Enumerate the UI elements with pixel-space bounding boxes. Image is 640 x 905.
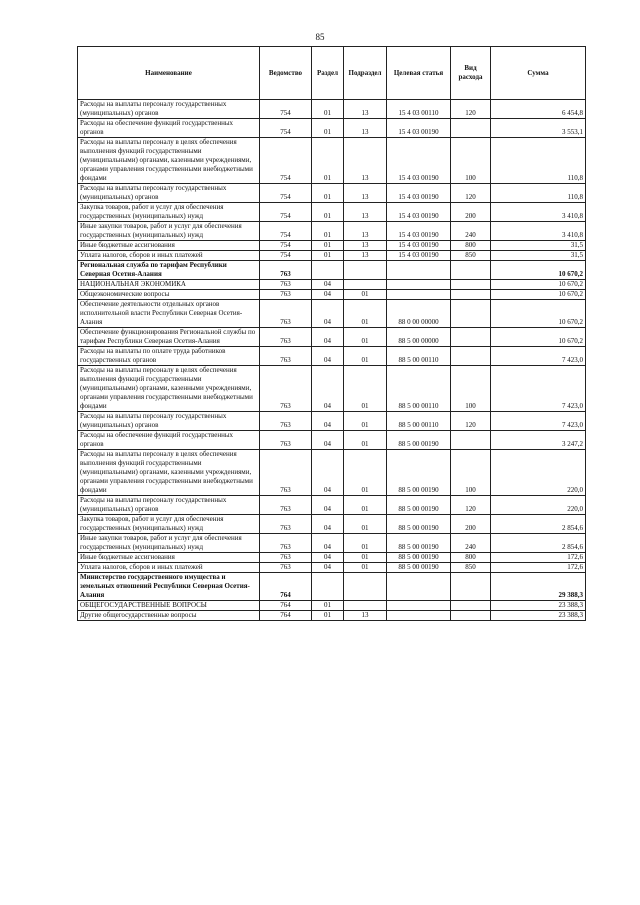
row-summa: 2 854,6 xyxy=(491,534,586,553)
row-statya: 88 5 00 00110 xyxy=(387,347,451,366)
row-name: Региональная служба по тарифам Республики Северная Осетия-Алания xyxy=(78,261,260,280)
row-vid xyxy=(451,119,491,138)
table-row xyxy=(78,515,586,534)
row-vid: 850 xyxy=(451,563,491,573)
row-summa: 7 423,0 xyxy=(491,412,586,431)
table-row xyxy=(78,347,586,366)
row-podrazdel: 13 xyxy=(344,138,387,184)
row-podrazdel: 13 xyxy=(344,184,387,203)
row-name: Расходы на выплаты персоналу в целях обеспечения выполнения функций государственными (муниципальными) органами, казенными учреждениями, органами управления государственными внебюджетными фондами xyxy=(78,366,260,412)
row-name: Расходы на обеспечение функций государственных органов xyxy=(78,119,260,138)
row-vid: 120 xyxy=(451,184,491,203)
header-name: Наименование xyxy=(78,47,260,100)
row-name: Расходы на выплаты персоналу государственных (муниципальных) органов xyxy=(78,412,260,431)
table-row xyxy=(78,300,586,328)
row-summa: 3 247,2 xyxy=(491,431,586,450)
row-vedomstvo: 763 xyxy=(260,563,312,573)
row-statya: 15 4 03 00190 xyxy=(387,251,451,261)
header-statya: Целевая статья xyxy=(387,47,451,100)
row-statya xyxy=(387,573,451,601)
row-razdel xyxy=(312,261,344,280)
row-vid: 120 xyxy=(451,412,491,431)
row-razdel: 04 xyxy=(312,450,344,496)
table-row xyxy=(78,328,586,347)
row-name: Уплата налогов, сборов и иных платежей xyxy=(78,251,260,261)
row-vedomstvo: 763 xyxy=(260,300,312,328)
row-razdel: 04 xyxy=(312,563,344,573)
row-summa: 7 423,0 xyxy=(491,347,586,366)
row-podrazdel: 01 xyxy=(344,450,387,496)
row-razdel xyxy=(312,573,344,601)
table-row xyxy=(78,251,586,261)
row-vedomstvo: 754 xyxy=(260,100,312,119)
row-vedomstvo: 763 xyxy=(260,328,312,347)
row-razdel: 01 xyxy=(312,611,344,621)
row-summa: 110,8 xyxy=(491,138,586,184)
row-name: Расходы на выплаты персоналу государственных (муниципальных) органов xyxy=(78,100,260,119)
row-statya: 15 4 03 00110 xyxy=(387,100,451,119)
row-statya: 88 5 00 00000 xyxy=(387,328,451,347)
row-vedomstvo: 754 xyxy=(260,222,312,241)
row-podrazdel xyxy=(344,573,387,601)
row-summa: 7 423,0 xyxy=(491,366,586,412)
row-razdel: 04 xyxy=(312,300,344,328)
table-row xyxy=(78,290,586,300)
row-summa: 31,5 xyxy=(491,251,586,261)
row-vedomstvo: 763 xyxy=(260,553,312,563)
row-statya: 15 4 03 00190 xyxy=(387,138,451,184)
row-podrazdel: 01 xyxy=(344,431,387,450)
row-name: Иные закупки товаров, работ и услуг для обеспечения государственных (муниципальных) нужд xyxy=(78,222,260,241)
row-razdel: 04 xyxy=(312,366,344,412)
row-vedomstvo: 754 xyxy=(260,184,312,203)
row-name: Иные закупки товаров, работ и услуг для обеспечения государственных (муниципальных) нужд xyxy=(78,534,260,553)
row-podrazdel xyxy=(344,280,387,290)
table-row xyxy=(78,366,586,412)
table-row xyxy=(78,553,586,563)
row-statya: 15 4 03 00190 xyxy=(387,119,451,138)
header-vid: Вид расхода xyxy=(451,47,491,100)
row-razdel: 04 xyxy=(312,347,344,366)
row-vid xyxy=(451,290,491,300)
row-vid xyxy=(451,328,491,347)
row-name: Уплата налогов, сборов и иных платежей xyxy=(78,563,260,573)
budget-table xyxy=(77,46,586,621)
row-statya: 88 5 00 00190 xyxy=(387,515,451,534)
row-vid xyxy=(451,431,491,450)
table-row xyxy=(78,412,586,431)
table-row xyxy=(78,601,586,611)
row-vedomstvo: 763 xyxy=(260,347,312,366)
row-podrazdel: 13 xyxy=(344,222,387,241)
row-statya: 88 5 00 00190 xyxy=(387,553,451,563)
row-razdel: 04 xyxy=(312,534,344,553)
row-name: Расходы на выплаты по оплате труда работников государственных органов xyxy=(78,347,260,366)
row-razdel: 04 xyxy=(312,328,344,347)
row-razdel: 01 xyxy=(312,241,344,251)
row-summa: 172,6 xyxy=(491,563,586,573)
row-razdel: 01 xyxy=(312,138,344,184)
table-row xyxy=(78,203,586,222)
row-summa: 31,5 xyxy=(491,241,586,251)
row-vid: 800 xyxy=(451,241,491,251)
row-razdel: 01 xyxy=(312,100,344,119)
row-statya: 88 5 00 00110 xyxy=(387,412,451,431)
row-statya: 88 5 00 00190 xyxy=(387,431,451,450)
table-row xyxy=(78,450,586,496)
row-statya xyxy=(387,280,451,290)
table-body xyxy=(78,100,586,621)
row-podrazdel: 01 xyxy=(344,300,387,328)
row-razdel: 04 xyxy=(312,515,344,534)
row-vid: 240 xyxy=(451,222,491,241)
row-summa: 10 670,2 xyxy=(491,300,586,328)
row-vedomstvo: 763 xyxy=(260,515,312,534)
row-vedomstvo: 763 xyxy=(260,366,312,412)
row-name: Расходы на выплаты персоналу государственных (муниципальных) органов xyxy=(78,184,260,203)
row-vid: 100 xyxy=(451,366,491,412)
row-name: Общеэкономические вопросы xyxy=(78,290,260,300)
page-number: 85 xyxy=(315,32,325,42)
table-row xyxy=(78,563,586,573)
row-summa: 23 388,3 xyxy=(491,611,586,621)
table-header-row xyxy=(78,47,586,100)
row-podrazdel: 13 xyxy=(344,241,387,251)
row-statya: 15 4 03 00190 xyxy=(387,203,451,222)
row-podrazdel: 13 xyxy=(344,203,387,222)
row-vid xyxy=(451,261,491,280)
row-vid xyxy=(451,280,491,290)
row-vid: 800 xyxy=(451,553,491,563)
row-summa: 10 670,2 xyxy=(491,280,586,290)
row-vid xyxy=(451,601,491,611)
row-statya: 88 5 00 00190 xyxy=(387,450,451,496)
row-vedomstvo: 754 xyxy=(260,241,312,251)
row-razdel: 01 xyxy=(312,222,344,241)
row-statya: 88 0 00 00000 xyxy=(387,300,451,328)
row-summa: 10 670,2 xyxy=(491,290,586,300)
row-statya: 15 4 03 00190 xyxy=(387,241,451,251)
table-row xyxy=(78,573,586,601)
row-vedomstvo: 763 xyxy=(260,431,312,450)
table-row xyxy=(78,241,586,251)
row-razdel: 04 xyxy=(312,431,344,450)
row-podrazdel: 01 xyxy=(344,496,387,515)
row-podrazdel: 01 xyxy=(344,515,387,534)
row-name: Иные бюджетные ассигнования xyxy=(78,241,260,251)
row-name: Расходы на обеспечение функций государственных органов xyxy=(78,431,260,450)
row-statya xyxy=(387,601,451,611)
row-name: Обеспечение деятельности отдельных органов исполнительной власти Республики Северная Осетия-Алания xyxy=(78,300,260,328)
row-statya: 15 4 03 00190 xyxy=(387,222,451,241)
table-row xyxy=(78,611,586,621)
header-vedomstvo: Ведомство xyxy=(260,47,312,100)
row-podrazdel: 01 xyxy=(344,563,387,573)
row-statya: 88 5 00 00190 xyxy=(387,534,451,553)
row-name: Другие общегосударственные вопросы xyxy=(78,611,260,621)
row-vedomstvo: 764 xyxy=(260,611,312,621)
row-statya xyxy=(387,261,451,280)
row-razdel: 01 xyxy=(312,203,344,222)
row-statya: 15 4 03 00190 xyxy=(387,184,451,203)
table-row xyxy=(78,534,586,553)
row-vedomstvo: 763 xyxy=(260,496,312,515)
row-razdel: 04 xyxy=(312,553,344,563)
row-vedomstvo: 754 xyxy=(260,119,312,138)
row-podrazdel: 01 xyxy=(344,328,387,347)
row-razdel: 04 xyxy=(312,412,344,431)
row-razdel: 01 xyxy=(312,601,344,611)
table-row xyxy=(78,431,586,450)
row-summa: 29 388,3 xyxy=(491,573,586,601)
row-vid: 200 xyxy=(451,203,491,222)
row-razdel: 01 xyxy=(312,184,344,203)
header-podrazdel: Подраздел xyxy=(344,47,387,100)
row-podrazdel xyxy=(344,601,387,611)
row-podrazdel: 01 xyxy=(344,553,387,563)
row-name: Закупка товаров, работ и услуг для обеспечения государственных (муниципальных) нужд xyxy=(78,203,260,222)
row-razdel: 01 xyxy=(312,119,344,138)
row-vid xyxy=(451,300,491,328)
row-podrazdel: 13 xyxy=(344,251,387,261)
row-vid xyxy=(451,611,491,621)
row-vedomstvo: 763 xyxy=(260,412,312,431)
row-podrazdel: 13 xyxy=(344,611,387,621)
row-vedomstvo: 754 xyxy=(260,138,312,184)
row-vid xyxy=(451,573,491,601)
row-podrazdel: 01 xyxy=(344,412,387,431)
row-summa: 3 553,1 xyxy=(491,119,586,138)
row-name: Расходы на выплаты персоналу в целях обеспечения выполнения функций государственными (муниципальными) органами, казенными учреждениями, органами управления государственными внебюджетными фондами xyxy=(78,450,260,496)
row-vid: 200 xyxy=(451,515,491,534)
row-vid: 240 xyxy=(451,534,491,553)
row-summa: 2 854,6 xyxy=(491,515,586,534)
row-vedomstvo: 763 xyxy=(260,261,312,280)
row-statya xyxy=(387,290,451,300)
row-name: Расходы на выплаты персоналу государственных (муниципальных) органов xyxy=(78,496,260,515)
table-row xyxy=(78,261,586,280)
row-podrazdel: 01 xyxy=(344,366,387,412)
header-summa: Сумма xyxy=(491,47,586,100)
row-name: ОБЩЕГОСУДАРСТВЕННЫЕ ВОПРОСЫ xyxy=(78,601,260,611)
row-summa: 10 670,2 xyxy=(491,261,586,280)
row-razdel: 01 xyxy=(312,251,344,261)
row-summa: 3 410,8 xyxy=(491,222,586,241)
row-vid: 120 xyxy=(451,100,491,119)
table-row xyxy=(78,222,586,241)
row-podrazdel: 01 xyxy=(344,347,387,366)
row-statya xyxy=(387,611,451,621)
row-vid xyxy=(451,347,491,366)
row-razdel: 04 xyxy=(312,280,344,290)
row-podrazdel: 13 xyxy=(344,100,387,119)
row-podrazdel: 13 xyxy=(344,119,387,138)
row-vedomstvo: 763 xyxy=(260,280,312,290)
row-vedomstvo: 754 xyxy=(260,203,312,222)
row-podrazdel: 01 xyxy=(344,290,387,300)
table-row xyxy=(78,184,586,203)
row-name: Обеспечение функционирования Региональной службы по тарифам Республики Северная Осетия-Алания xyxy=(78,328,260,347)
row-vedomstvo: 763 xyxy=(260,450,312,496)
table-row xyxy=(78,138,586,184)
row-vid: 850 xyxy=(451,251,491,261)
row-vid: 120 xyxy=(451,496,491,515)
table-row xyxy=(78,119,586,138)
header-razdel: Раздел xyxy=(312,47,344,100)
row-razdel: 04 xyxy=(312,496,344,515)
row-podrazdel: 01 xyxy=(344,534,387,553)
row-summa: 110,8 xyxy=(491,184,586,203)
row-summa: 3 410,8 xyxy=(491,203,586,222)
row-name: Министерство государственного имущества и земельных отношений Республики Северная Осетия-Алания xyxy=(78,573,260,601)
row-vedomstvo: 764 xyxy=(260,573,312,601)
row-vid: 100 xyxy=(451,138,491,184)
row-summa: 6 454,8 xyxy=(491,100,586,119)
row-vid: 100 xyxy=(451,450,491,496)
row-summa: 172,6 xyxy=(491,553,586,563)
table-row xyxy=(78,496,586,515)
table-row xyxy=(78,100,586,119)
row-name: Иные бюджетные ассигнования xyxy=(78,553,260,563)
row-podrazdel xyxy=(344,261,387,280)
row-vedomstvo: 763 xyxy=(260,534,312,553)
row-statya: 88 5 00 00190 xyxy=(387,563,451,573)
row-summa: 10 670,2 xyxy=(491,328,586,347)
row-statya: 88 5 00 00110 xyxy=(387,366,451,412)
row-razdel: 04 xyxy=(312,290,344,300)
row-summa: 220,0 xyxy=(491,450,586,496)
row-vedomstvo: 764 xyxy=(260,601,312,611)
row-vedomstvo: 754 xyxy=(260,251,312,261)
row-name: НАЦИОНАЛЬНАЯ ЭКОНОМИКА xyxy=(78,280,260,290)
row-summa: 220,0 xyxy=(491,496,586,515)
row-summa: 23 388,3 xyxy=(491,601,586,611)
row-statya: 88 5 00 00190 xyxy=(387,496,451,515)
row-name: Закупка товаров, работ и услуг для обеспечения государственных (муниципальных) нужд xyxy=(78,515,260,534)
row-name: Расходы на выплаты персоналу в целях обеспечения выполнения функций государственными (муниципальными) органами, казенными учреждениями, органами управления государственными внебюджетными фондами xyxy=(78,138,260,184)
row-vedomstvo: 763 xyxy=(260,290,312,300)
table-row xyxy=(78,280,586,290)
